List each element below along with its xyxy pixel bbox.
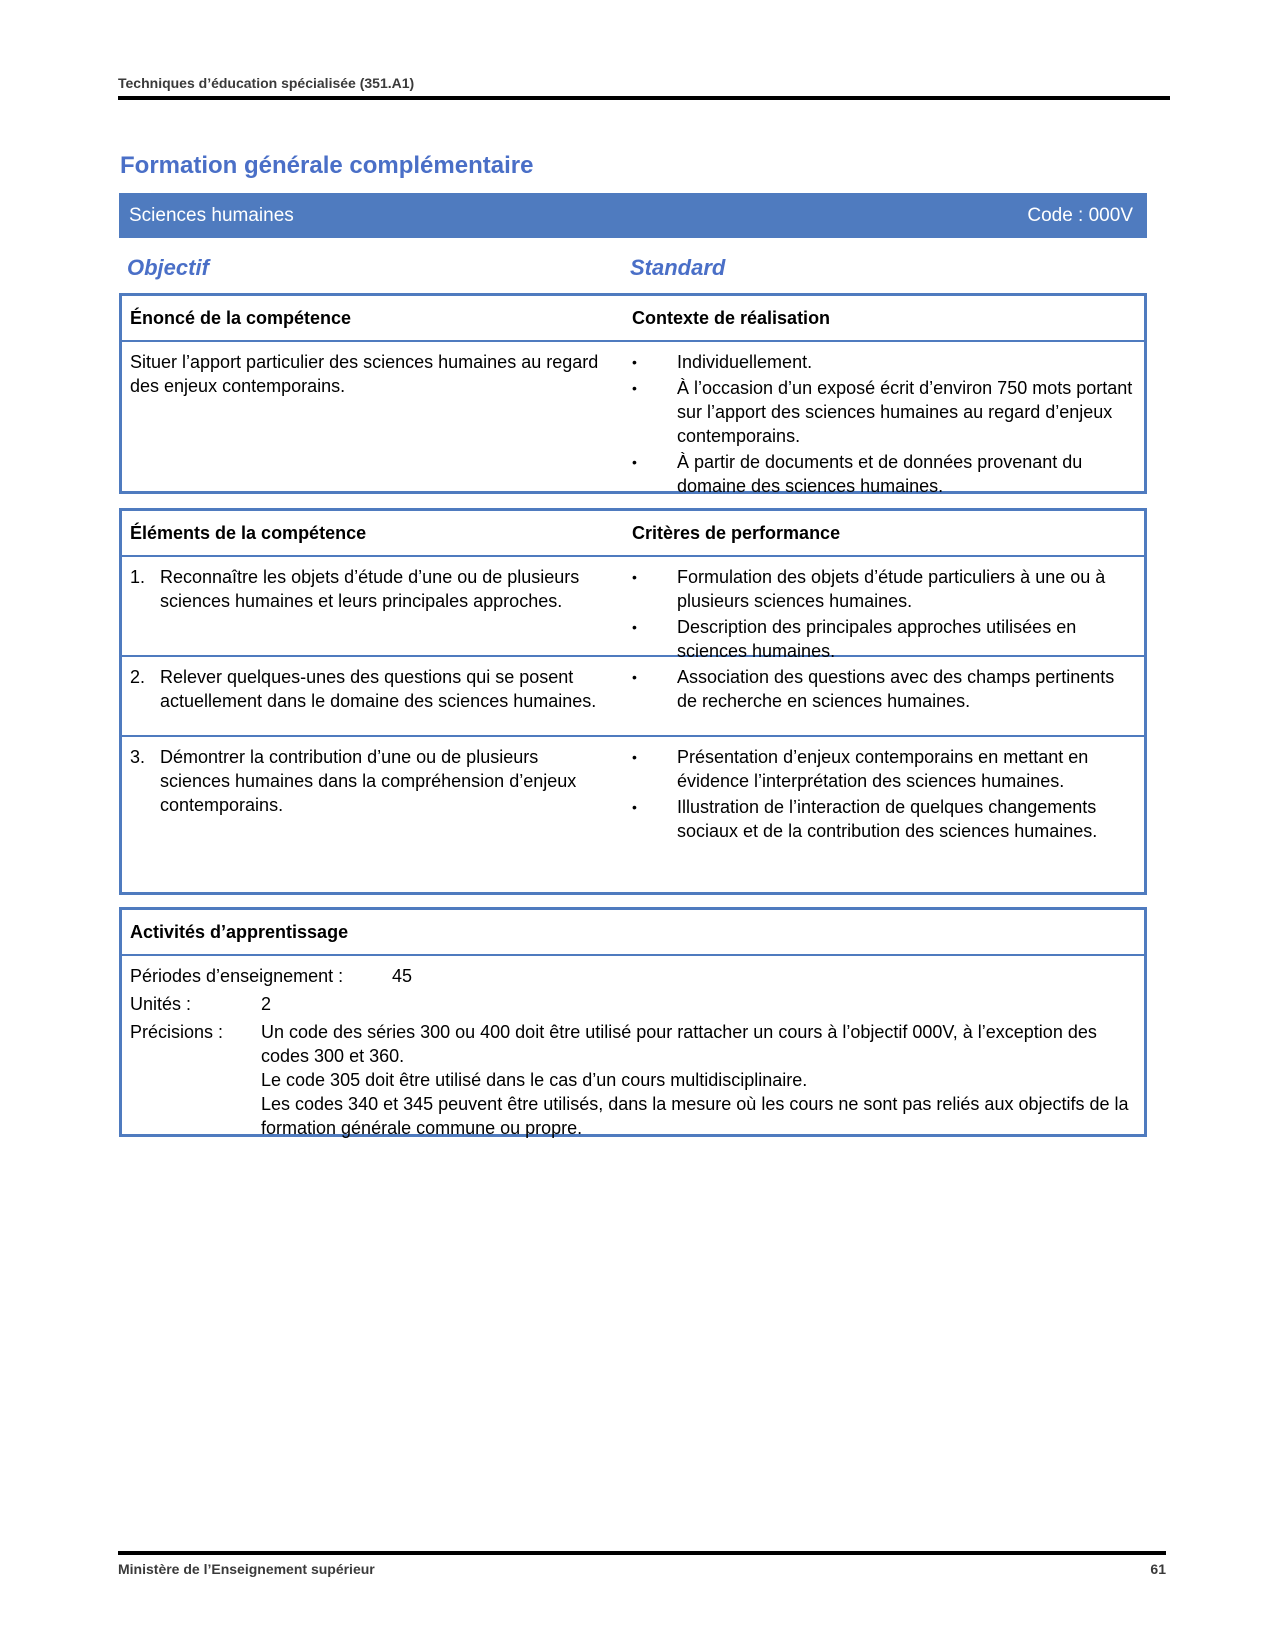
context-item <box>632 376 1144 448</box>
element-cell <box>122 565 632 655</box>
precisions-list <box>261 1020 1136 1140</box>
criteria-item-text: Présentation d’enjeux contemporains en mettant en évidence l’interprétation des sciences humaines. <box>677 747 1089 791</box>
criteria-item <box>632 615 1144 663</box>
criteria-item-text: Association des questions avec des champs pertinents de recherche en sciences humaines. <box>677 667 1115 711</box>
context-item <box>632 350 1144 374</box>
precision-item: Les codes 340 et 345 peuvent être utilisés, dans la mesure où les cours ne sont pas reliés aux objectifs de la formation générale commune ou propre. <box>261 1094 1129 1138</box>
subject-name: Sciences humaines <box>129 204 294 226</box>
competence-table <box>119 293 1147 494</box>
criteria-header: Critères de performance <box>632 522 841 543</box>
element-item <box>130 665 632 713</box>
precisions-line <box>130 1020 1136 1140</box>
element-text: Reconnaître les objets d’étude d’une ou de plusieurs sciences humaines et leurs principales approches. <box>160 567 580 611</box>
criteria-list <box>632 665 1144 713</box>
bullet-icon: • <box>632 454 637 470</box>
page-number: 61 <box>1150 1561 1166 1577</box>
bullet-icon: • <box>632 380 637 396</box>
competence-table-head <box>122 296 1144 342</box>
precision-item: Le code 305 doit être utilisé dans le cas d’un cours multidisciplinaire. <box>261 1070 808 1090</box>
criteria-cell <box>632 665 1144 735</box>
elements-table-head <box>122 511 1144 557</box>
criteria-item <box>632 795 1144 843</box>
element-text: Démontrer la contribution d’une ou de plusieurs sciences humaines dans la compréhension d’enjeux contemporains. <box>160 747 577 815</box>
units-value: 2 <box>261 994 272 1014</box>
bullet-icon: • <box>632 619 637 635</box>
criteria-item <box>632 565 1144 613</box>
footer-rule <box>118 1551 1166 1555</box>
document-title: Techniques d’éducation spécialisée (351.A1) <box>118 75 415 91</box>
competence-table-body <box>122 342 1144 500</box>
competence-statement-header: Énoncé de la compétence <box>130 307 352 328</box>
criteria-cell <box>632 565 1144 661</box>
element-cell <box>122 745 632 887</box>
header-rule <box>118 96 1170 100</box>
element-item <box>130 745 632 817</box>
criteria-cell <box>632 745 1144 887</box>
page-header <box>118 74 1170 100</box>
subject-bar <box>119 193 1147 238</box>
ministry-name: Ministère de l’Enseignement supérieur <box>118 1561 375 1577</box>
competence-statement: Situer l’apport particulier des sciences humaines au regard des enjeux contemporains. <box>130 352 599 396</box>
criteria-item <box>632 665 1144 713</box>
subject-code: Code : 000V <box>1027 204 1133 226</box>
page-footer <box>118 1551 1166 1577</box>
precision-item: Un code des séries 300 ou 400 doit être utilisé pour rattacher un cours à l’objectif 000V, à l’exception des codes 300 et 360. <box>261 1022 1097 1066</box>
activities-body <box>122 956 1144 1152</box>
elements-table-body <box>122 557 1144 887</box>
context-item-text: Individuellement. <box>677 352 813 372</box>
bullet-icon: • <box>632 669 637 685</box>
element-row <box>122 657 1144 737</box>
criteria-item <box>632 745 1144 793</box>
bullet-icon: • <box>632 749 637 765</box>
context-list <box>632 350 1144 500</box>
element-row <box>122 557 1144 661</box>
precisions-label: Précisions : <box>130 1022 224 1042</box>
units-line <box>130 992 1136 1016</box>
criteria-list <box>632 745 1144 843</box>
criteria-item-text: Formulation des objets d’étude particuliers à une ou à plusieurs sciences humaines. <box>677 567 1106 611</box>
elements-table <box>119 508 1147 895</box>
element-number: 3. <box>130 747 146 767</box>
periods-label: Périodes d’enseignement : <box>130 966 344 986</box>
context-item-text: À partir de documents et de données provenant du domaine des sciences humaines. <box>677 452 1083 496</box>
bullet-icon: • <box>632 569 637 585</box>
element-text: Relever quelques-unes des questions qui se posent actuellement dans le domaine des sciences humaines. <box>160 667 597 711</box>
element-item <box>130 565 632 613</box>
context-item <box>632 450 1144 498</box>
element-cell <box>122 665 632 735</box>
bullet-icon: • <box>632 799 637 815</box>
units-label: Unités : <box>130 994 192 1014</box>
criteria-item-text: Description des principales approches utilisées en sciences humaines. <box>677 617 1077 661</box>
periods-value: 45 <box>392 966 413 986</box>
footer-line <box>118 1561 1166 1577</box>
activities-head <box>122 910 1144 956</box>
elements-header: Éléments de la compétence <box>130 522 367 543</box>
element-row <box>122 737 1144 887</box>
criteria-list <box>632 565 1144 663</box>
element-number: 1. <box>130 567 146 587</box>
periods-line <box>130 964 1136 988</box>
criteria-item-text: Illustration de l’interaction de quelques changements sociaux et de la contribution des sciences humaines. <box>677 797 1098 841</box>
standard-header: Standard <box>630 255 726 280</box>
context-header: Contexte de réalisation <box>632 307 831 328</box>
element-number: 2. <box>130 667 146 687</box>
bullet-icon: • <box>632 354 637 370</box>
activities-table <box>119 907 1147 1137</box>
activities-header: Activités d’apprentissage <box>130 921 349 942</box>
objective-header: Objectif <box>127 255 209 280</box>
context-item-text: À l’occasion d’un exposé écrit d’environ 750 mots portant sur l’apport des sciences humaines au regard d’enjeux contemporains. <box>677 378 1133 446</box>
section-title: Formation générale complémentaire <box>120 152 534 179</box>
